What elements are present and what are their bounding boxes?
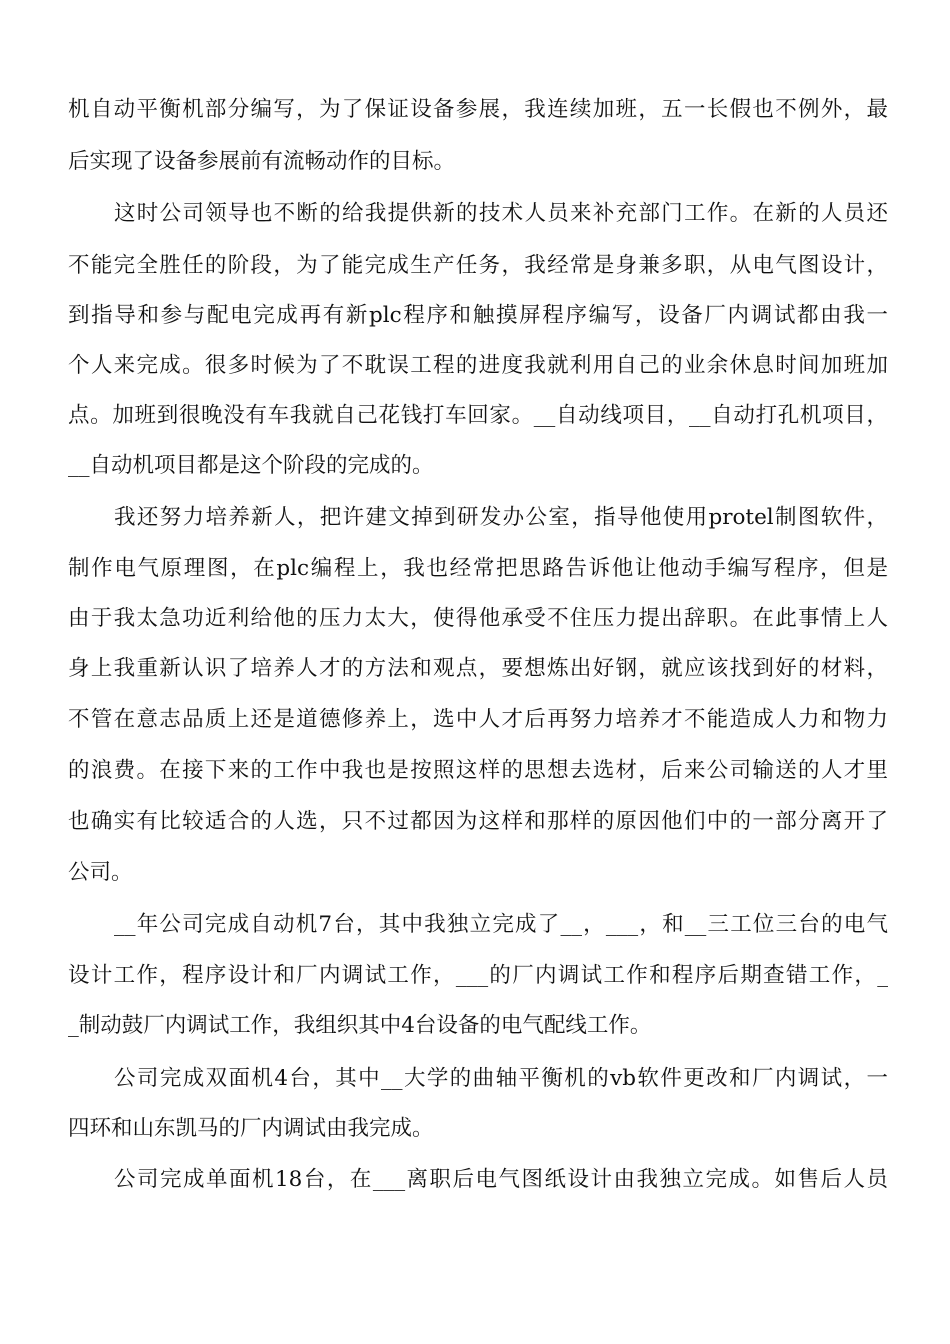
text-line: 四环和山东凯马的厂内调试由我完成。 <box>68 1116 434 1141</box>
text-line: 的浪费。在接下来的工作中我也是按照这样的思想去选材，后来公司输送的人才里 <box>68 758 888 783</box>
text-line: 个人来完成。很多时候为了不耽误工程的进度我就利用自己的业余休息时间加班加 <box>68 353 888 378</box>
text-line: 点。加班到很晚没有车我就自己花钱打车回家。__自动线项目，__自动打孔机项目， <box>68 403 888 428</box>
text-line: 也确实有比较适合的人选，只不过都因为这样和那样的原因他们中的一部分离开了 <box>68 809 888 834</box>
text-line: __自动机项目都是这个阶段的完成的。 <box>68 453 434 478</box>
text-line: 身上我重新认识了培养人才的方法和观点，要想炼出好钢，就应该找到好的材料， <box>68 656 888 681</box>
paragraph-first-line: 公司完成双面机4台，其中__大学的曲轴平衡机的vb软件更改和厂内调试，一 <box>114 1066 888 1091</box>
text-line: 不管在意志品质上还是道德修养上，选中人才后再努力培养才不能造成人力和物力 <box>68 707 888 732</box>
text-line: 设计工作，程序设计和厂内调试工作，___的厂内调试工作和程序后期查错工作，_ <box>68 963 888 988</box>
text-line: _制动鼓厂内调试工作，我组织其中4台设备的电气配线工作。 <box>68 1013 652 1038</box>
text-line: 后实现了设备参展前有流畅动作的目标。 <box>68 149 456 174</box>
text-line: 到指导和参与配电完成再有新plc程序和触摸屏程序编写，设备厂内调试都由我一 <box>68 303 888 328</box>
paragraph-first-line: 我还努力培养新人，把许建文掉到研发办公室，指导他使用protel制图软件， <box>114 505 888 530</box>
text-line: 公司。 <box>68 860 133 885</box>
paragraph-first-line: 公司完成单面机18台，在___离职后电气图纸设计由我独立完成。如售后人员 <box>114 1167 888 1192</box>
text-line: 不能完全胜任的阶段，为了能完成生产任务，我经常是身兼多职，从电气图设计， <box>68 253 888 278</box>
paragraph-first-line: 这时公司领导也不断的给我提供新的技术人员来补充部门工作。在新的人员还 <box>114 201 888 226</box>
text-line: 由于我太急功近利给他的压力太大，使得他承受不住压力提出辞职。在此事情上人 <box>68 606 888 631</box>
text-line: 机自动平衡机部分编写，为了保证设备参展，我连续加班，五一长假也不例外，最 <box>68 97 888 122</box>
text-line: 制作电气原理图，在plc编程上，我也经常把思路告诉他让他动手编写程序，但是 <box>68 556 888 581</box>
paragraph-first-line: __年公司完成自动机7台，其中我独立完成了__，___，和__三工位三台的电气 <box>114 912 888 937</box>
